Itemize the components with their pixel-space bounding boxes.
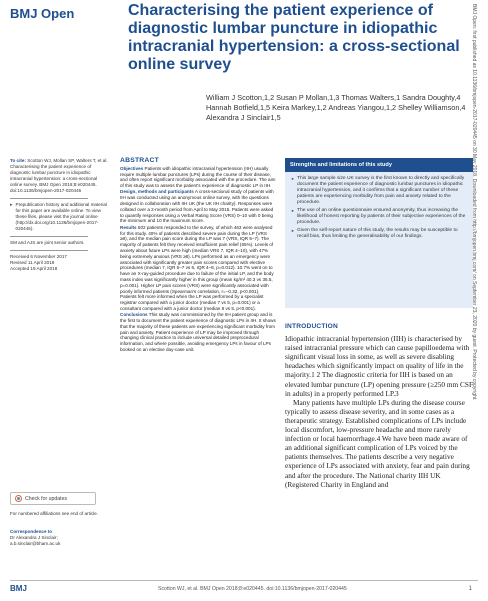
sidebar-divider [10, 250, 88, 251]
supplementary-text: Prepublication history and additional material for this paper are available online. To view these files, please visit the journal online (http://dx.doi.org/10.1136/bmjopen-2017-020445). [15, 202, 107, 231]
bullet-arrow-icon: ▸ [10, 202, 13, 208]
revised-date: Revised 11 April 2018 [10, 260, 55, 265]
footer-divider [10, 580, 478, 581]
abstract-section [120, 158, 276, 353]
supplementary-note[interactable] [10, 202, 110, 232]
vertical-copyright-strip: BMJ Open: first published as 10.1136/bmjopen-2017-020445 on 30 May 2018. Downloaded from http://bmjopen.bmj.com/ on September 23, 2020 by guest. Protected by copyright. [471, 4, 477, 401]
joint-authors-note: SM and AJS are joint senior authors. [10, 240, 85, 245]
strengths-list [285, 172, 473, 240]
check-for-updates-label: Check for updates [25, 495, 68, 502]
author-list [206, 93, 472, 123]
author-line: William J Scotton,1,2 Susan P Mollan,1,3 Thomas Walters,1 Sandra Doughty,4 [206, 93, 461, 102]
results-text: 502 patients responded to the survey, of which 463 were analysed for this study. 40% of patients described severe pain during the LP (VRS ≥8), and the median pain score during the LP was 7 (VRS, IQR 5–7). The majority of patients felt they received insufficient pain relief (65%). Levels of anxiety about future LPs were high (median VRS 7, IQR 4–10), with 47% being extremely anxious (VRS ≥8). LPs performed as an emergency were associated with significantly greater pain scores compared with elective procedures (median 7, IQR 5–7 vs 6, IQR 4–8, p=0.012). 10.7% went on to have an X-ray-guided procedure due to failure of the initial LP, and the body mass index was significantly higher in this group (mean kg/m² 40.3 vs 35.5, p=0.001). Higher LP pain scores (VRS) were significantly associated with poorly informed patients (Spearman's correlation, r=−0.32, p<0.001). Patients felt more informed when the LP was performed by a specialist registrar compared with a junior doctor (median 7 vs 5, p=0.001) or a consultant compared with a junior doctor (median 8 vs 5, p<0.001). [120, 224, 274, 311]
abstract-objectives [120, 166, 276, 189]
journal-name: BMJ Open [10, 6, 75, 21]
intro-paragraph: Idiopathic intracranial hypertension (IIH) is characterised by raised intracranial pressure which can cause papilloedema with significant visual loss in some, as well as severe disabling headaches which significantly impact on quality of life in the majority.1 2 The diagnostic criteria for IIH is based on an elevated lumbar puncture (LP) opening pressure (≥250 mm CSF in adults) in a properly performed LP.3 [285, 334, 474, 398]
intro-paragraph: Many patients have multiple LPs during the disease course typically to assess disease severity, and in some cases as a therapeutic strategy. Established complications of LPs include local discomfort, low-pressure headache and more rarely infection or local haemorrhage.4 We have been made aware of an additional significant complication of LPs voiced by the patients themselves. The patients describe a very negative experience of LPs associated with anxiety, fear and pain during and after the procedure. The National charity IIH UK (Registered Charity in England and [285, 397, 470, 489]
correspondence-name: Dr Alexandra J Sinclair; [10, 535, 58, 540]
list-item: ► Given the self-report nature of this study, the results may be susceptible to recall bias, thus limiting the generalisability of our findings. [291, 228, 467, 240]
design-label: Design, methods and participants [120, 189, 194, 195]
accepted-date: Accepted 19 April 2018 [10, 266, 58, 271]
article-sidebar [10, 158, 110, 275]
abstract-conclusions [120, 312, 276, 353]
conclusions-text: This study was commissioned by the IIH patient group and is the first to document the patient experience of diagnostic LPs in IIH. It shows that the majority of these patients are experiencing significant morbidity from pain and anxiety. Patient experience of LP may be improved through changing clinical practice to include universal detailed preprocedural information, and where possible, avoiding emergency LPs in favour of LPs booked on an elective day-case unit. [120, 312, 276, 352]
dates-block [10, 254, 110, 272]
conclusions-label: Conclusions [120, 312, 148, 318]
strengths-heading: Strengths and limitations of this study [285, 158, 473, 172]
objectives-text: Patients with idiopathic intracranial hypertension (IIH) usually require multiple lumbar punctures (LPs) during the course of their disease, and often report significant morbidity associated with the procedure. The aim of this study was to assess the patient's experience of diagnostic LP in IIH. [120, 165, 276, 189]
article-title: Characterising the patient experience of diagnostic lumbar puncture in idiopathic intracranial hypertension: a cross-sectional online survey [128, 2, 460, 73]
list-item: ► This large sample size UK survey is the first known to directly and specifically document the patient experience of diagnostic lumbar punctures in idiopathic intracranial hypertension, and it confirms that a significant number of these patients are experiencing morbidity from pain and anxiety related to the procedure. [291, 176, 467, 206]
results-label: Results [120, 224, 137, 230]
correspondence-label: Correspondence to [10, 529, 53, 534]
sidebar-divider [10, 236, 88, 237]
correspondence-email[interactable]: a.b.sinclair@bham.ac.uk [10, 541, 61, 546]
design-text: A cross-sectional study of patients with IIH was conducted using an anonymous online survey, with the questions designed in collaboration with IIH UK (the UK IIH charity). Responses were collated over a 2-month period from April to May 2015. Patients were asked to quantify responses using a Verbal Rating Score (VRS) 0–10 with 0 being the minimum and 10 the maximum score. [120, 189, 274, 224]
check-for-updates-button[interactable] [10, 492, 96, 505]
cite-text: Scotton WJ, Mollan SP, Walters T, et al. Characterising the patient experience of diagnostic lumbar puncture in idiopathic intracranial hypertension: a cross-sectional online survey. BMJ Open 2018;8:e020445. doi:10.1136/bmjopen-2017-020445 [10, 158, 108, 193]
objectives-label: Objectives [120, 165, 144, 171]
footer-citation: Scotton WJ, et al. BMJ Open 2018;8:e020445. doi:10.1136/bmjopen-2017-020445 [158, 586, 347, 592]
list-item: ► The use of an online questionnaire ensured anonymity, thus increasing the likelihood of honest reporting by patients of their subjective experiences of the procedure. [291, 208, 467, 226]
introduction-heading: INTRODUCTION [285, 323, 338, 330]
correspondence-block [10, 529, 100, 547]
author-line: Hannah Botfield,1,5 Keira Markey,1,2 Andreas Yiangou,1,2 Shelley Williamson,4 [206, 103, 466, 112]
sidebar-divider [10, 198, 88, 199]
page-footer [10, 585, 478, 595]
introduction-section [285, 322, 473, 489]
received-date: Received 6 November 2017 [10, 254, 67, 259]
cite-label: To cite: [10, 158, 26, 163]
author-line: Alexandra J Sinclair1,5 [206, 113, 281, 122]
bmj-logo: BMJ [10, 584, 27, 593]
cite-block [10, 158, 110, 194]
abstract-design [120, 189, 276, 224]
affiliations-note: For numbered affiliations see end of article. [10, 511, 99, 516]
page-number: 1 [468, 586, 472, 592]
strengths-limitations-box [285, 158, 473, 308]
abstract-heading: ABSTRACT [120, 157, 159, 164]
abstract-results [120, 225, 276, 312]
crossmark-icon [15, 495, 22, 502]
